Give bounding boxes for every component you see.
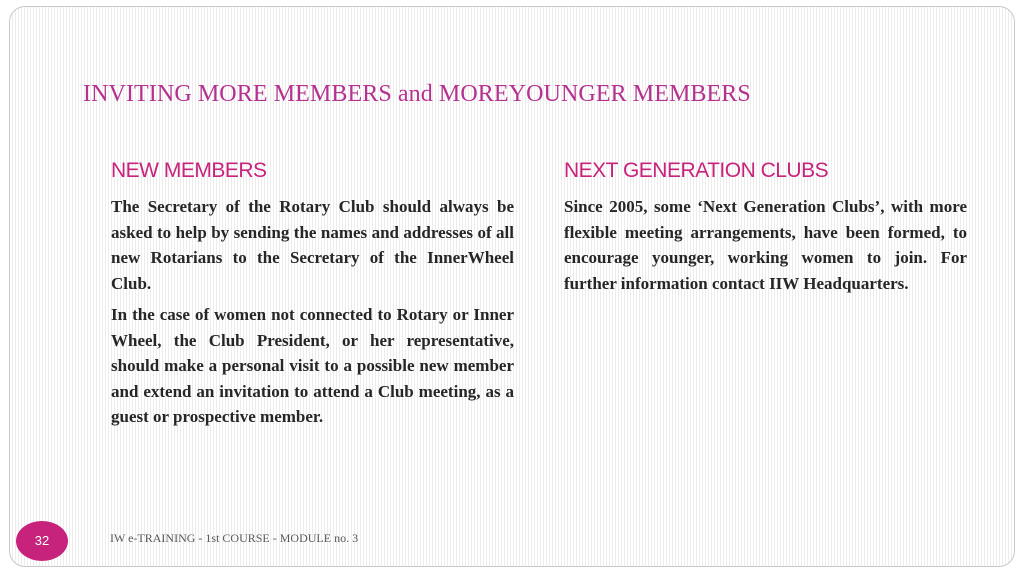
slide-frame	[9, 6, 1015, 567]
slide-title: INVITING MORE MEMBERS and MOREYOUNGER MEMBERS	[83, 81, 751, 107]
new-members-paragraph-2: In the case of women not connected to Rotary or Inner Wheel, the Club President, or her representative, should make a personal visit to a possible new member and extend an invitation to attend a Club meeting, as a guest or prospective member.	[111, 305, 514, 426]
next-generation-clubs-paragraph: Since 2005, some ‘Next Generation Clubs’, with more flexible meeting arrangements, have been formed, to encourage younger, working women to join. For further information contact IIW Headquarters.	[564, 197, 967, 293]
footer-text: IW e-TRAINING - 1st COURSE - MODULE no. 3	[110, 531, 359, 545]
new-members-paragraph-1: The Secretary of the Rotary Club should always be asked to help by sending the names and addresses of all new Rotarians to the Secretary of the InnerWheel Club.	[111, 197, 514, 293]
next-generation-clubs-heading: NEXT GENERATION CLUBS	[564, 159, 829, 182]
new-members-column	[111, 159, 514, 436]
next-generation-clubs-column	[564, 159, 967, 302]
page-number-badge: 32	[16, 521, 68, 561]
new-members-heading: NEW MEMBERS	[111, 159, 267, 182]
